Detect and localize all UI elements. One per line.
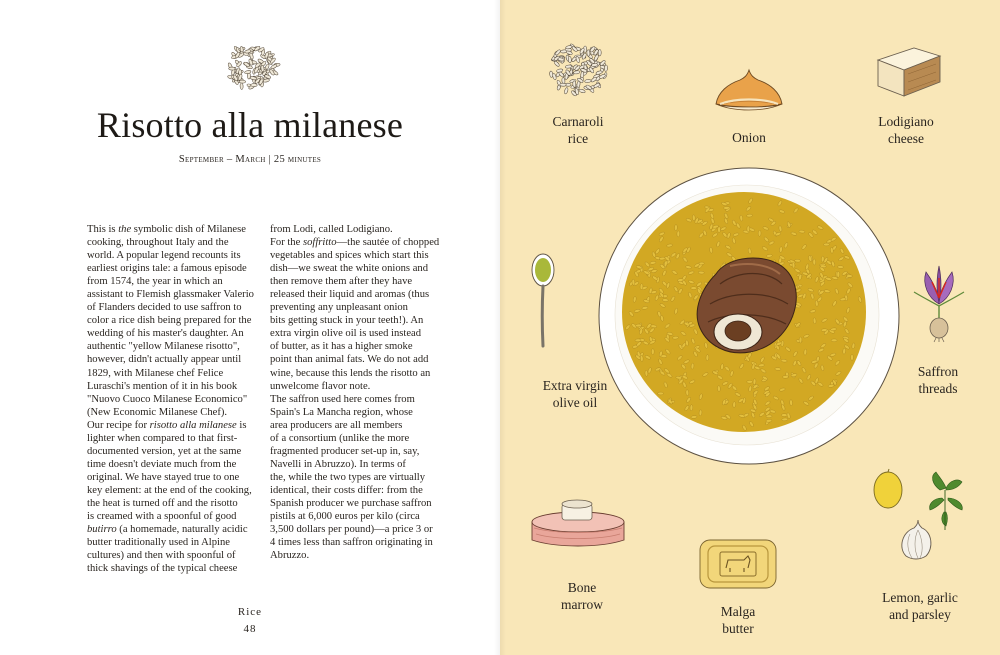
ingredient-label-lemon-garlic-parsley: Lemon, garlic and parsley: [882, 590, 958, 622]
body-line: then remove them after they have: [270, 276, 413, 288]
body-line: pistils at 6,000 euros per kilo (circa: [270, 511, 420, 523]
body-line: time doesn't deviate much from the: [87, 458, 237, 470]
onion-icon: [714, 68, 784, 114]
body-line: cultures) and then with spoonful of: [87, 550, 236, 562]
body-line: Luraschi's mention of it in his book: [87, 380, 238, 392]
body-line: vegetables and spices which start this: [270, 250, 429, 262]
body-line: wedding of his master's daughter. An: [87, 328, 244, 340]
ingredient-label-butter: Malga butter: [720, 604, 756, 636]
body-line: earliest origins tale: a famous episode: [87, 263, 247, 275]
body-line: color a rice dish being prepared for the: [87, 315, 252, 327]
body-line: Spanish producer we purchase saffron: [270, 497, 432, 509]
body-line: For the soffritto—the sautée of chopped: [270, 237, 440, 249]
ingredient-label-rice: Carnaroli rice: [552, 114, 604, 146]
ingredient-label-marrow: Bone marrow: [561, 580, 603, 612]
body-line: preventing any unpleasant onion: [270, 302, 408, 314]
rice-grains-icon: [546, 40, 610, 98]
body-line: is creamed with a spoonful of good: [87, 511, 237, 523]
body-line: extra virgin olive oil is used instead: [270, 328, 422, 340]
body-line: 1829, with Milanese chef Felice: [87, 367, 224, 379]
body-line: Abruzzo.: [270, 550, 310, 562]
body-line: "Nuovo Cuoco Milanese Economico": [87, 393, 248, 405]
body-line: The saffron used here comes from: [270, 393, 415, 405]
body-line: area producers are all members: [270, 419, 403, 431]
body-line: from Lodi, called Lodigiano.: [270, 224, 393, 235]
body-line: from 1574, the year in which an: [87, 276, 223, 288]
body-line: identical, their costs differ: from the: [270, 484, 423, 496]
ingredient-label-onion: Onion: [732, 130, 766, 145]
body-line: fragmented producer set-up in, say,: [270, 445, 420, 457]
body-line: Navelli in Abruzzo). In terms of: [270, 458, 406, 470]
body-line: thick shavings of the typical cheese: [87, 563, 238, 575]
body-line: documented version, yet at the same: [87, 445, 242, 457]
body-line: 4 times less than saffron originating in: [270, 537, 433, 549]
body-line: key element: at the end of the cooking,: [87, 484, 252, 496]
ingredient-label-cheese: Lodigiano cheese: [878, 114, 934, 146]
body-column-2: [270, 223, 446, 562]
body-line: 3,500 dollars per pound)—a price 3 or: [270, 524, 433, 536]
bone-marrow-icon: [526, 500, 630, 558]
page-number: 48: [243, 623, 257, 635]
body-line: Spain's La Mancha region, whose: [270, 406, 413, 418]
body-line: lighter when compared to that first-: [87, 432, 238, 444]
rice-grains-icon: [222, 40, 280, 92]
body-line: of a consortium (unlike the more: [270, 432, 410, 444]
body-line: unwelcome flavor note.: [270, 380, 371, 392]
body-line: butirro (a homemade, naturally acidic: [87, 524, 248, 536]
ingredient-label-saffron: Saffron threads: [917, 364, 959, 396]
body-line: butter traditionally used in Alpine: [87, 537, 230, 549]
body-line: cooking, throughout Italy and the: [87, 237, 229, 249]
ingredient-label-oil: Extra virgin olive oil: [542, 378, 608, 410]
body-line: world. A popular legend recounts its: [87, 250, 241, 262]
body-line: original. We have stayed true to one: [87, 471, 240, 483]
body-line: bits getting stuck in your teeth!). An: [270, 315, 424, 327]
body-line: released their liquid and aromas (thus: [270, 289, 430, 301]
body-line: the, while the two types are virtually: [270, 471, 426, 483]
butter-icon: [698, 538, 778, 590]
body-line: however, didn't actually appear until: [87, 354, 242, 366]
lemon-garlic-parsley-icon: [872, 468, 968, 578]
risotto-plate-icon: [598, 166, 900, 466]
olive-oil-spoon-icon: [530, 252, 556, 348]
body-line: Our recipe for risotto alla milanese is: [87, 419, 247, 431]
body-line: (New Economic Milanese Chef).: [87, 406, 228, 418]
body-line: This is the symbolic dish of Milanese: [87, 224, 246, 235]
body-line: of butter, as it has a higher smoke: [270, 341, 413, 353]
running-footer-section: Rice: [237, 606, 263, 618]
body-line: point than animal fats. We do not add: [270, 354, 429, 366]
cheese-icon: [874, 44, 944, 100]
recipe-title: Risotto alla milanese: [96, 105, 404, 145]
body-line: authentic "yellow Milanese risotto",: [87, 341, 240, 353]
body-line: the heat is turned off and the risotto: [87, 497, 238, 509]
body-line: dish—we sweat the white onions and: [270, 263, 428, 275]
saffron-flower-icon: [910, 262, 968, 342]
right-page: [500, 0, 1000, 655]
body-line: of Flanders decided to use saffron to: [87, 302, 242, 314]
page-gutter: [494, 0, 506, 655]
body-line: wine, because this lends the risotto an: [270, 367, 431, 379]
body-line: assistant to Flemish glassmaker Valerio: [87, 289, 254, 301]
body-column-1: [87, 223, 257, 575]
recipe-meta: September – March | 25 minutes: [178, 154, 322, 165]
